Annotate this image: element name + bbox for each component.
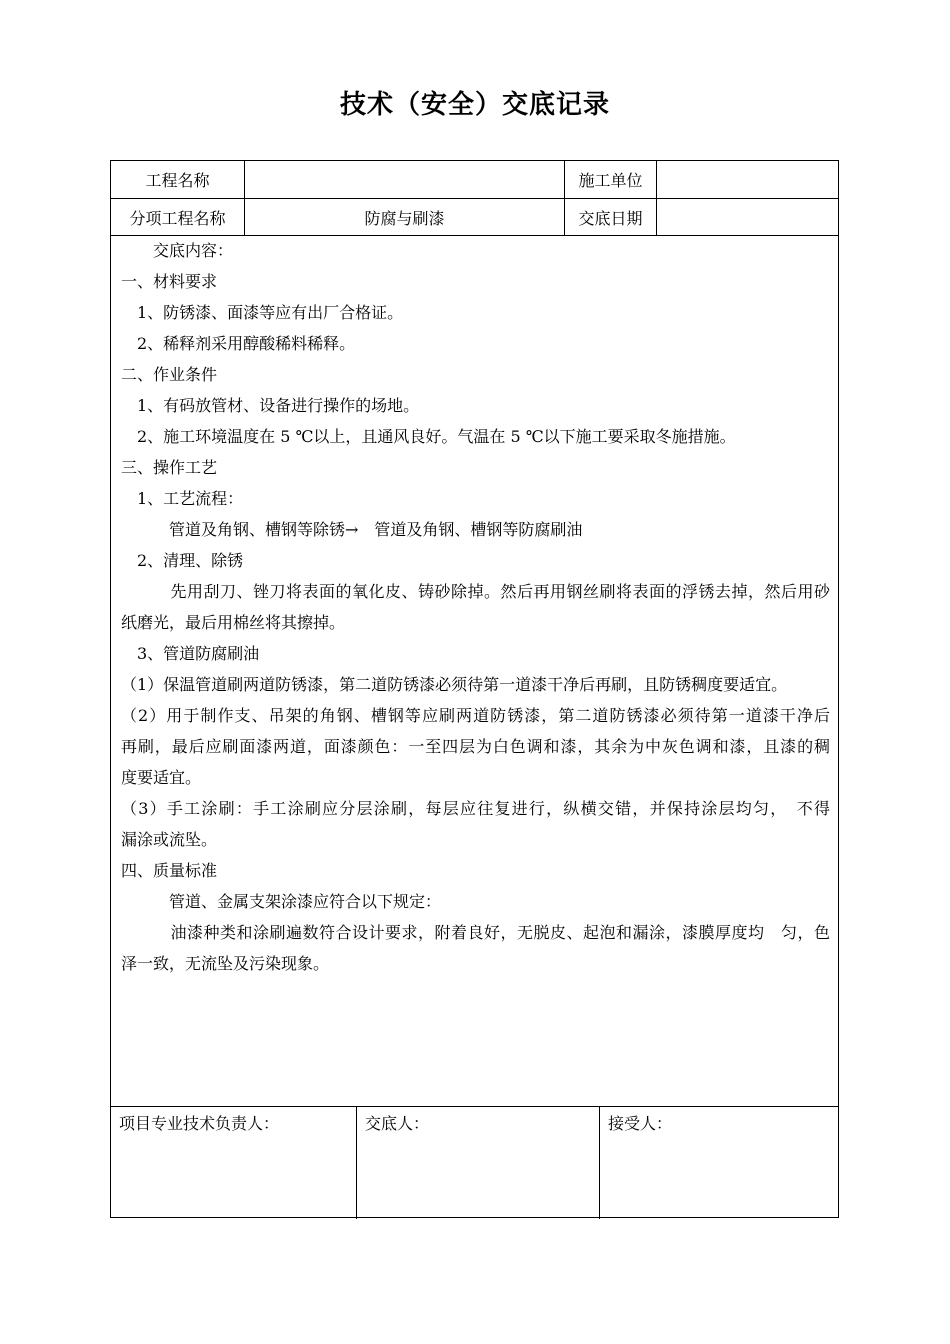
content-line: 纸磨光，最后用棉丝将其擦掉。: [121, 613, 346, 632]
tech-lead-label: 项目专业技术负责人：: [119, 1114, 280, 1133]
disclosure-content: [111, 236, 838, 1107]
tech-lead-signature-cell[interactable]: [111, 1107, 356, 1219]
content-line: （1）保温管道刷两道防锈漆，第二道防锈漆必须待第一道漆干净后再刷，且防锈稠度要适宜。: [121, 675, 788, 694]
content-line: 2、稀释剂采用醇酸稀料稀释。: [121, 334, 356, 353]
content-line: 二、作业条件: [121, 365, 218, 384]
sub-project-label: 分项工程名称: [129, 208, 226, 228]
content-line: 1、有码放管材、设备进行操作的场地。: [121, 396, 420, 415]
date-value[interactable]: [656, 199, 840, 235]
content-line: 度要适宜。: [121, 768, 202, 787]
content-line: 3、管道防腐刷油: [121, 644, 260, 663]
content-line: 泽一致，无流坠及污染现象。: [121, 954, 330, 973]
project-name-label: 工程名称: [145, 171, 210, 190]
content-line: 1、防锈漆、面漆等应有出厂合格证。: [121, 303, 404, 322]
content-line: 2、施工环境温度在 5 ℃以上，且通风良好。气温在 5 ℃以下施工要采取冬施措施。: [121, 427, 736, 446]
content-line: 1、工艺流程：: [121, 489, 244, 508]
content-line: 管道、金属支架涂漆应符合以下规定：: [121, 892, 442, 911]
content-line: 油漆种类和涂刷遍数符合设计要求，附着良好，无脱皮、起泡和漏涂，漆膜厚度均 匀，色: [121, 923, 830, 942]
construction-unit-label: 施工单位: [564, 161, 656, 198]
presenter-label: 交底人：: [365, 1114, 430, 1133]
receiver-label: 接受人：: [608, 1114, 673, 1133]
header-row-2: [111, 199, 838, 236]
page-title: 技术（安全）交底记录: [339, 90, 610, 120]
content-line: 三、操作工艺: [121, 458, 218, 477]
content-line: 2、清理、除锈: [121, 551, 244, 570]
date-label: 交底日期: [564, 199, 656, 235]
content-line: 漏涂或流坠。: [121, 830, 218, 849]
content-line: 管道及角钢、槽钢等除锈→ 管道及角钢、槽钢等防腐刷油: [121, 520, 583, 539]
content-line: 先用刮刀、锉刀将表面的氧化皮、铸砂除掉。然后再用钢丝刷将表面的浮锈去掉，然后用砂: [121, 582, 830, 601]
header-row-1: [111, 161, 838, 199]
content-line: （2）用于制作支、吊架的角钢、槽钢等应刷两道防锈漆，第二道防锈漆必须待第一道漆干净后: [121, 706, 830, 725]
content-line: （3）手工涂刷：手工涂刷应分层涂刷，每层应往复进行，纵横交错，并保持涂层均匀， 不得: [121, 799, 830, 818]
receiver-signature-cell[interactable]: [599, 1107, 840, 1219]
sub-project-value[interactable]: 防腐与刷漆: [244, 199, 564, 235]
construction-unit-value[interactable]: [656, 161, 840, 198]
content-line: 一、材料要求: [121, 272, 218, 291]
disclosure-record-table: [110, 160, 839, 1218]
content-line: 交底内容：: [121, 241, 234, 260]
content-line: 再刷，最后应刷面漆两道，面漆颜色：一至四层为白色调和漆，其余为中灰色调和漆，且漆的稠: [121, 737, 830, 756]
content-line: 四、质量标准: [121, 861, 218, 880]
presenter-signature-cell[interactable]: [356, 1107, 599, 1219]
